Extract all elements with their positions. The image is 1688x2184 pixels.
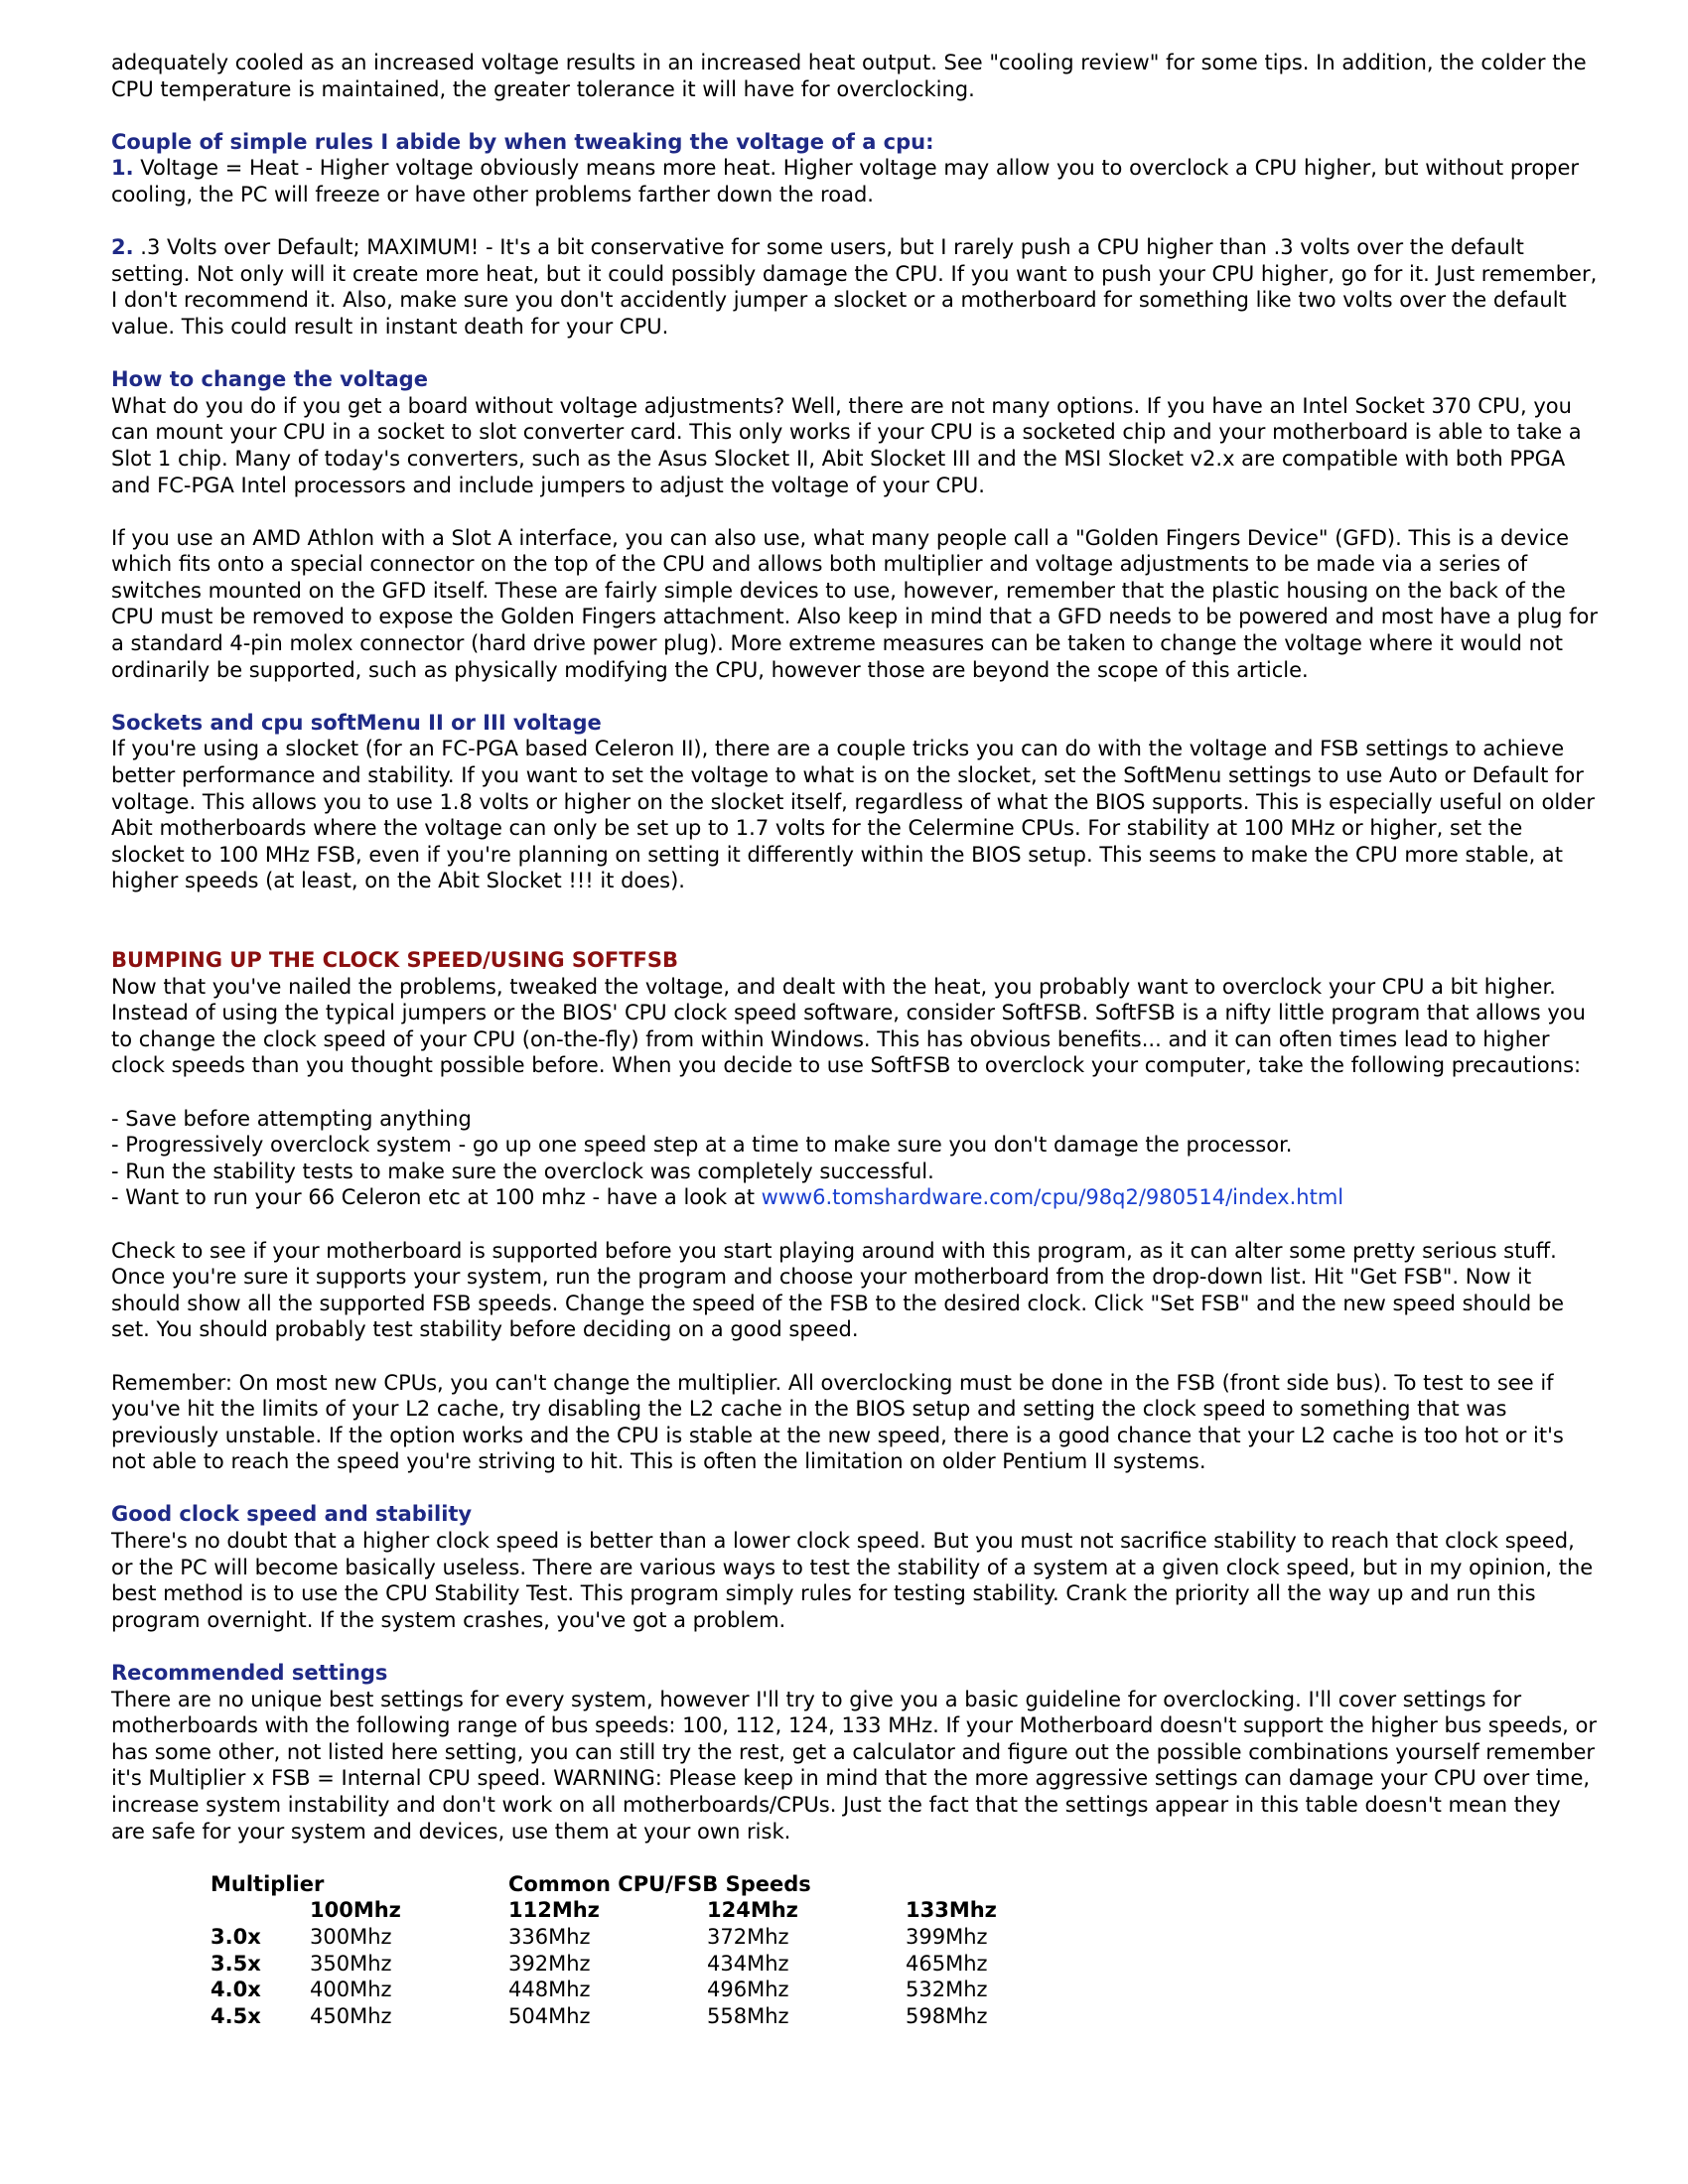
- table-column-header: 112Mhz: [508, 1898, 600, 1923]
- table-row: [211, 1977, 1104, 2003]
- table-multiplier-cell: 4.0x: [211, 1978, 261, 2002]
- rule-2-text: .3 Volts over Default; MAXIMUM! - It's a bit conservative for some users, but I rarely push a CPU higher than .3 volts over the default setting. Not only will it create more heat, but it could possibly damage the CPU. If you want to push your CPU higher, go for it. Just remember, I don't recommend it. Also, make sure you don't accidently jumper a slocket or a motherboard for something like two volts over the default value. This could result in instant death for your CPU.: [111, 235, 1598, 339]
- table-header-row: [211, 1897, 1104, 1924]
- table-cell: 434Mhz: [707, 1951, 789, 1976]
- table-cell: 448Mhz: [508, 1978, 591, 2002]
- rules-heading: Couple of simple rules I abide by when tweaking the voltage of a cpu:: [111, 129, 934, 154]
- bumping-paragraph-2: Check to see if your motherboard is supported before you start playing around with this program, as it can alter some pretty serious stuff. Once you're sure it supports your system, run the program and choose your motherboard from the drop-down list. Hit "Get FSB". Now it should show all the supported FSB speeds. Change the speed of the FSB to the desired clock. Click "Set FSB" and the new speed should be set. You should probably test stability before deciding on a good speed.: [111, 1238, 1565, 1342]
- list-item: [111, 1184, 1601, 1211]
- table-cell: 450Mhz: [310, 2003, 392, 2028]
- speeds-table: [211, 1871, 1104, 2030]
- sockets-heading: Sockets and cpu softMenu II or III voltage: [111, 710, 602, 735]
- rule-1-text: Voltage = Heat - Higher voltage obviously means more heat. Higher voltage may allow you to overclock a CPU higher, but without proper cooling, the PC will freeze or have other problems farther down the road.: [111, 156, 1580, 206]
- table-column-header: 124Mhz: [707, 1898, 798, 1923]
- rule-1: [111, 155, 1601, 207]
- table-cell: 399Mhz: [906, 1924, 988, 1949]
- change-voltage-paragraph-2: If you use an AMD Athlon with a Slot A interface, you can also use, what many people call a "Golden Fingers Device" (GFD). This is a device which fits onto a special connector on the top of the CPU and allows both multiplier and voltage adjustments to be made via a series of switches mounted on the GFD itself. These are fairly simple devices to use, however, remember that the plastic housing on the back of the CPU must be removed to expose the Golden Fingers attachment. Also keep in mind that a GFD needs to be powered and most have a plug for a standard 4-pin molex connector (hard drive power plug). More extreme measures can be taken to change the voltage where it would not ordinarily be supported, such as physically modifying the CPU, however those are beyond the scope of this article.: [111, 525, 1598, 682]
- document-page: [111, 50, 1601, 2029]
- table-cell: 496Mhz: [707, 1978, 789, 2002]
- stability-heading: Good clock speed and stability: [111, 1502, 473, 1527]
- table-header-empty: [211, 1897, 310, 1924]
- rule-1-number: 1.: [111, 156, 134, 181]
- change-voltage-paragraph-1: What do you do if you get a board without voltage adjustments? Well, there are not many options. If you have an Intel Socket 370 CPU, you can mount your CPU in a socket to slot converter card. This only works if your CPU is a socketed chip and your motherboard is able to take a Slot 1 chip. Many of today's converters, such as the Asus Slocket II, Abit Slocket III and the MSI Slocket v2.x are compatible with both PPGA and FC-PGA Intel processors and include jumpers to adjust the voltage of your CPU.: [111, 393, 1582, 497]
- list-item-text: - Want to run your 66 Celeron etc at 100 mhz - have a look at: [111, 1185, 762, 1210]
- table-cell: 598Mhz: [906, 2003, 988, 2028]
- recommended-heading: Recommended settings: [111, 1661, 388, 1686]
- table-title-row: [211, 1871, 1104, 1898]
- tomshardware-link[interactable]: www6.tomshardware.com/cpu/98q2/980514/index.html: [761, 1185, 1344, 1210]
- list-item: - Progressively overclock system - go up one speed step at a time to make sure you don't damage the processor.: [111, 1133, 1293, 1158]
- table-multiplier-cell: 3.0x: [211, 1924, 261, 1949]
- precautions-list: [111, 1106, 1601, 1211]
- rule-2-number: 2.: [111, 235, 134, 260]
- table-cell: 392Mhz: [508, 1951, 591, 1976]
- table-cell: 336Mhz: [508, 1924, 591, 1949]
- list-item: - Run the stability tests to make sure the overclock was completely successful.: [111, 1159, 934, 1183]
- intro-paragraph: adequately cooled as an increased voltage results in an increased heat output. See "cooling review" for some tips. In addition, the colder the CPU temperature is maintained, the greater tolerance it will have for overclocking.: [111, 51, 1587, 101]
- table-column-header: 100Mhz: [310, 1898, 401, 1923]
- recommended-paragraph: There are no unique best settings for every system, however I'll try to give you a basic guideline for overclocking. I'll cover settings for motherboards with the following range of bus speeds: 100, 112, 124, 133 MHz. If your Motherboard doesn't support the higher bus speeds, or has some other, not listed here setting, you can still try the rest, get a calculator and figure out the possible combinations yourself remember it's Multiplier x FSB = Internal CPU speed. WARNING: Please keep in mind that the more aggressive settings can damage your CPU over time, increase system instability and don't work on all motherboards/CPUs. Just the fact that the settings appear in this table doesn't mean they are safe for your system and devices, use them at your own risk.: [111, 1687, 1597, 1843]
- table-title-speeds: Common CPU/FSB Speeds: [508, 1871, 811, 1896]
- bumping-heading: BUMPING UP THE CLOCK SPEED/USING SOFTFSB: [111, 948, 679, 972]
- table-title-multiplier: Multiplier: [211, 1871, 325, 1896]
- table-cell: 372Mhz: [707, 1924, 789, 1949]
- table-column-header: 133Mhz: [906, 1898, 997, 1923]
- table-cell: 400Mhz: [310, 1978, 392, 2002]
- table-multiplier-cell: 4.5x: [211, 2003, 261, 2028]
- table-cell: 532Mhz: [906, 1978, 988, 2002]
- table-cell: 465Mhz: [906, 1951, 988, 1976]
- bumping-paragraph-1: Now that you've nailed the problems, tweaked the voltage, and dealt with the heat, you probably want to overclock your CPU a bit higher. Instead of using the typical jumpers or the BIOS' CPU clock speed software, consider SoftFSB. SoftFSB is a nifty little program that allows you to change the clock speed of your CPU (on-the-fly) from within Windows. This has obvious benefits... and it can often times lead to higher clock speeds than you thought possible before. When you decide to use SoftFSB to overclock your computer, take the following precautions:: [111, 974, 1586, 1078]
- rule-2: [111, 234, 1601, 340]
- sockets-paragraph: If you're using a slocket (for an FC-PGA based Celeron II), there are a couple tricks you can do with the voltage and FSB settings to achieve better performance and stability. If you want to set the voltage to what is on the slocket, set the SoftMenu settings to use Auto or Default for voltage. This allows you to use 1.8 volts or higher on the slocket itself, regardless of what the BIOS supports. This is especially useful on older Abit motherboards where the voltage can only be set up to 1.7 volts for the Celermine CPUs. For stability at 100 MHz or higher, set the slocket to 100 MHz FSB, even if you're planning on setting it differently within the BIOS setup. This seems to make the CPU more stable, at higher speeds (at least, on the Abit Slocket !!! it does).: [111, 737, 1596, 893]
- table-cell: 504Mhz: [508, 2003, 591, 2028]
- table-row: [211, 2003, 1104, 2030]
- table-row: [211, 1951, 1104, 1978]
- list-item: - Save before attempting anything: [111, 1106, 472, 1131]
- table-multiplier-cell: 3.5x: [211, 1951, 261, 1976]
- table-cell: 300Mhz: [310, 1924, 392, 1949]
- change-voltage-heading: How to change the voltage: [111, 367, 428, 392]
- table-row: [211, 1924, 1104, 1951]
- stability-paragraph: There's no doubt that a higher clock speed is better than a lower clock speed. But you must not sacrifice stability to reach that clock speed, or the PC will become basically useless. There are various ways to test the stability of a system at a given clock speed, but in my opinion, the best method is to use the CPU Stability Test. This program simply rules for testing stability. Crank the priority all the way up and run this program overnight. If the system crashes, you've got a problem.: [111, 1529, 1594, 1632]
- bumping-paragraph-3: Remember: On most new CPUs, you can't change the multiplier. All overclocking must be done in the FSB (front side bus). To test to see if you've hit the limits of your L2 cache, try disabling the L2 cache in the BIOS setup and setting the clock speed to something that was previously unstable. If the option works and the CPU is stable at the new speed, there is a good chance that your L2 cache is too hot or it's not able to reach the speed you're striving to hit. This is often the limitation on older Pentium II systems.: [111, 1370, 1564, 1474]
- table-cell: 558Mhz: [707, 2003, 789, 2028]
- table-cell: 350Mhz: [310, 1951, 392, 1976]
